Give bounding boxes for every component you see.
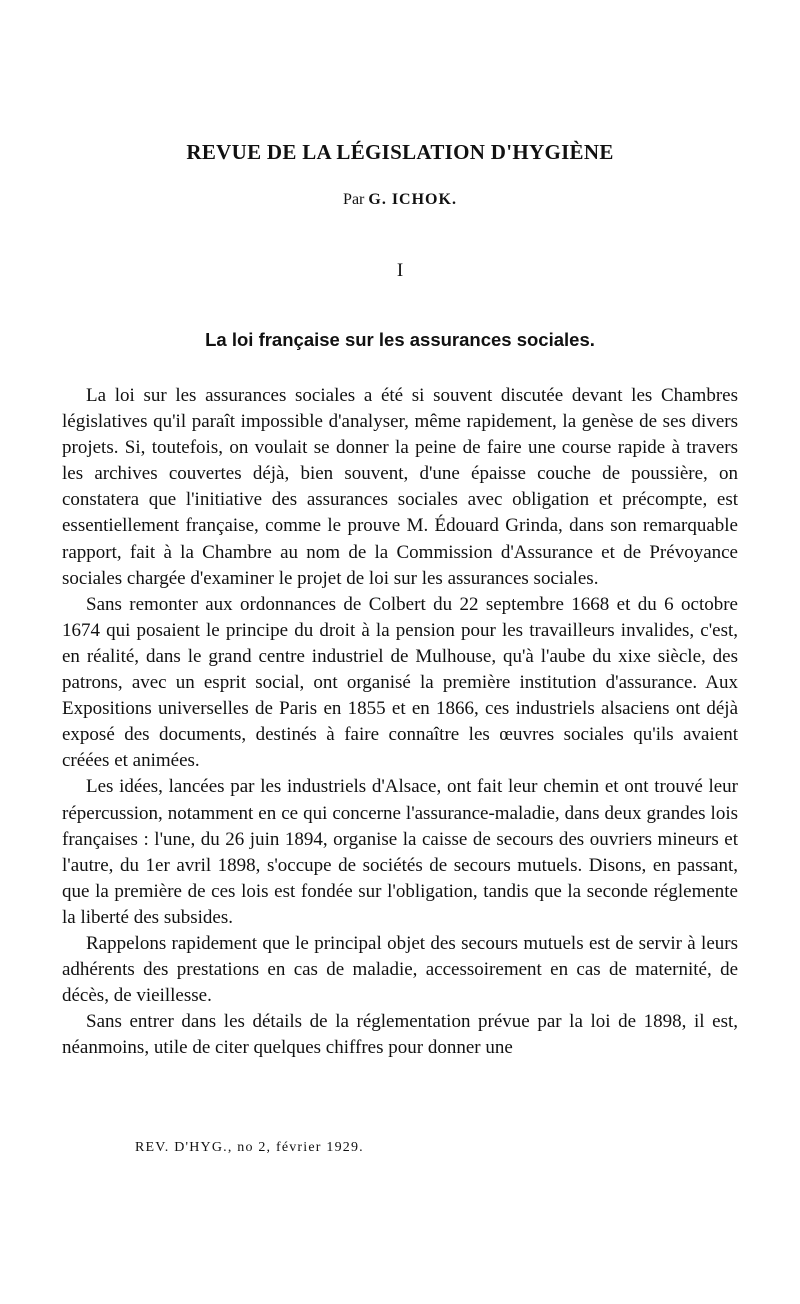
paragraph: Sans remonter aux ordonnances de Colbert du 22 septembre 1668 et du 6 octobre 1674 qui posaient le principe du droit à la pension pour les travailleurs invalides, c'est, en réalité, dans le grand centre industriel de Mulhouse, qu'à l'aube du xixe siècle, des patrons, avec un esprit social, ont organisé la première institution d'assurance. Aux Expositions universelles de Paris en 1855 et en 1866, ces industriels alsaciens ont déjà exposé des documents, destinés à faire connaître les œuvres sociales qu'ils avaient créées et animées. xyxy=(62,593,738,772)
page-footer-citation: REV. D'HYG., no 2, février 1929. xyxy=(135,1140,364,1155)
article-title: REVUE DE LA LÉGISLATION D'HYGIÈNE xyxy=(186,140,614,164)
section-numeral: I xyxy=(396,260,404,281)
paragraph: Les idées, lancées par les industriels d'Alsace, ont fait leur chemin et ont trouvé leur répercussion, notamment en ce qui concerne l'assurance-maladie, dans deux grandes lois françaises : l'une, du 26 juin 1894, organise la caisse de secours des ouvriers mineurs et l'autre, du 1er avril 1898, s'occupe de sociétés de secours mutuels. Disons, en passant, que la première de ces lois est fondée sur l'obligation, tandis que la seconde réglemente la liberté des subsides. xyxy=(62,776,738,928)
paragraph: La loi sur les assurances sociales a été si souvent discutée devant les Chambres législatives qu'il paraît impossible d'analyser, même rapidement, la genèse de ses divers projets. Si, toutefois, on voulait se donner la peine de faire une course rapide à travers les archives couvertes déjà, bien souvent, d'une épaisse couche de poussière, on constatera que l'initiative des assurances sociales avec obligation et précompte, est essentiellement française, comme le prouve M. Édouard Grinda, dans son remarquable rapport, fait à la Chambre au nom de la Commission d'Assurance et de Prévoyance sociales chargée d'examiner le projet de loi sur les assurances sociales. xyxy=(62,385,738,589)
paragraph: Sans entrer dans les détails de la réglementation prévue par la loi de 1898, il est, néanmoins, utile de citer quelques chiffres pour donner une xyxy=(62,1011,738,1059)
author-name: G. ICHOK. xyxy=(368,191,457,208)
body-text xyxy=(62,383,738,1061)
author-prefix: Par xyxy=(343,191,365,208)
author-line xyxy=(0,191,800,209)
section-subtitle: La loi française sur les assurances sociales. xyxy=(205,329,595,350)
paragraph: Rappelons rapidement que le principal objet des secours mutuels est de servir à leurs adhérents des prestations en cas de maladie, accessoirement en cas de maternité, de décès, de vieillesse. xyxy=(62,932,738,1007)
